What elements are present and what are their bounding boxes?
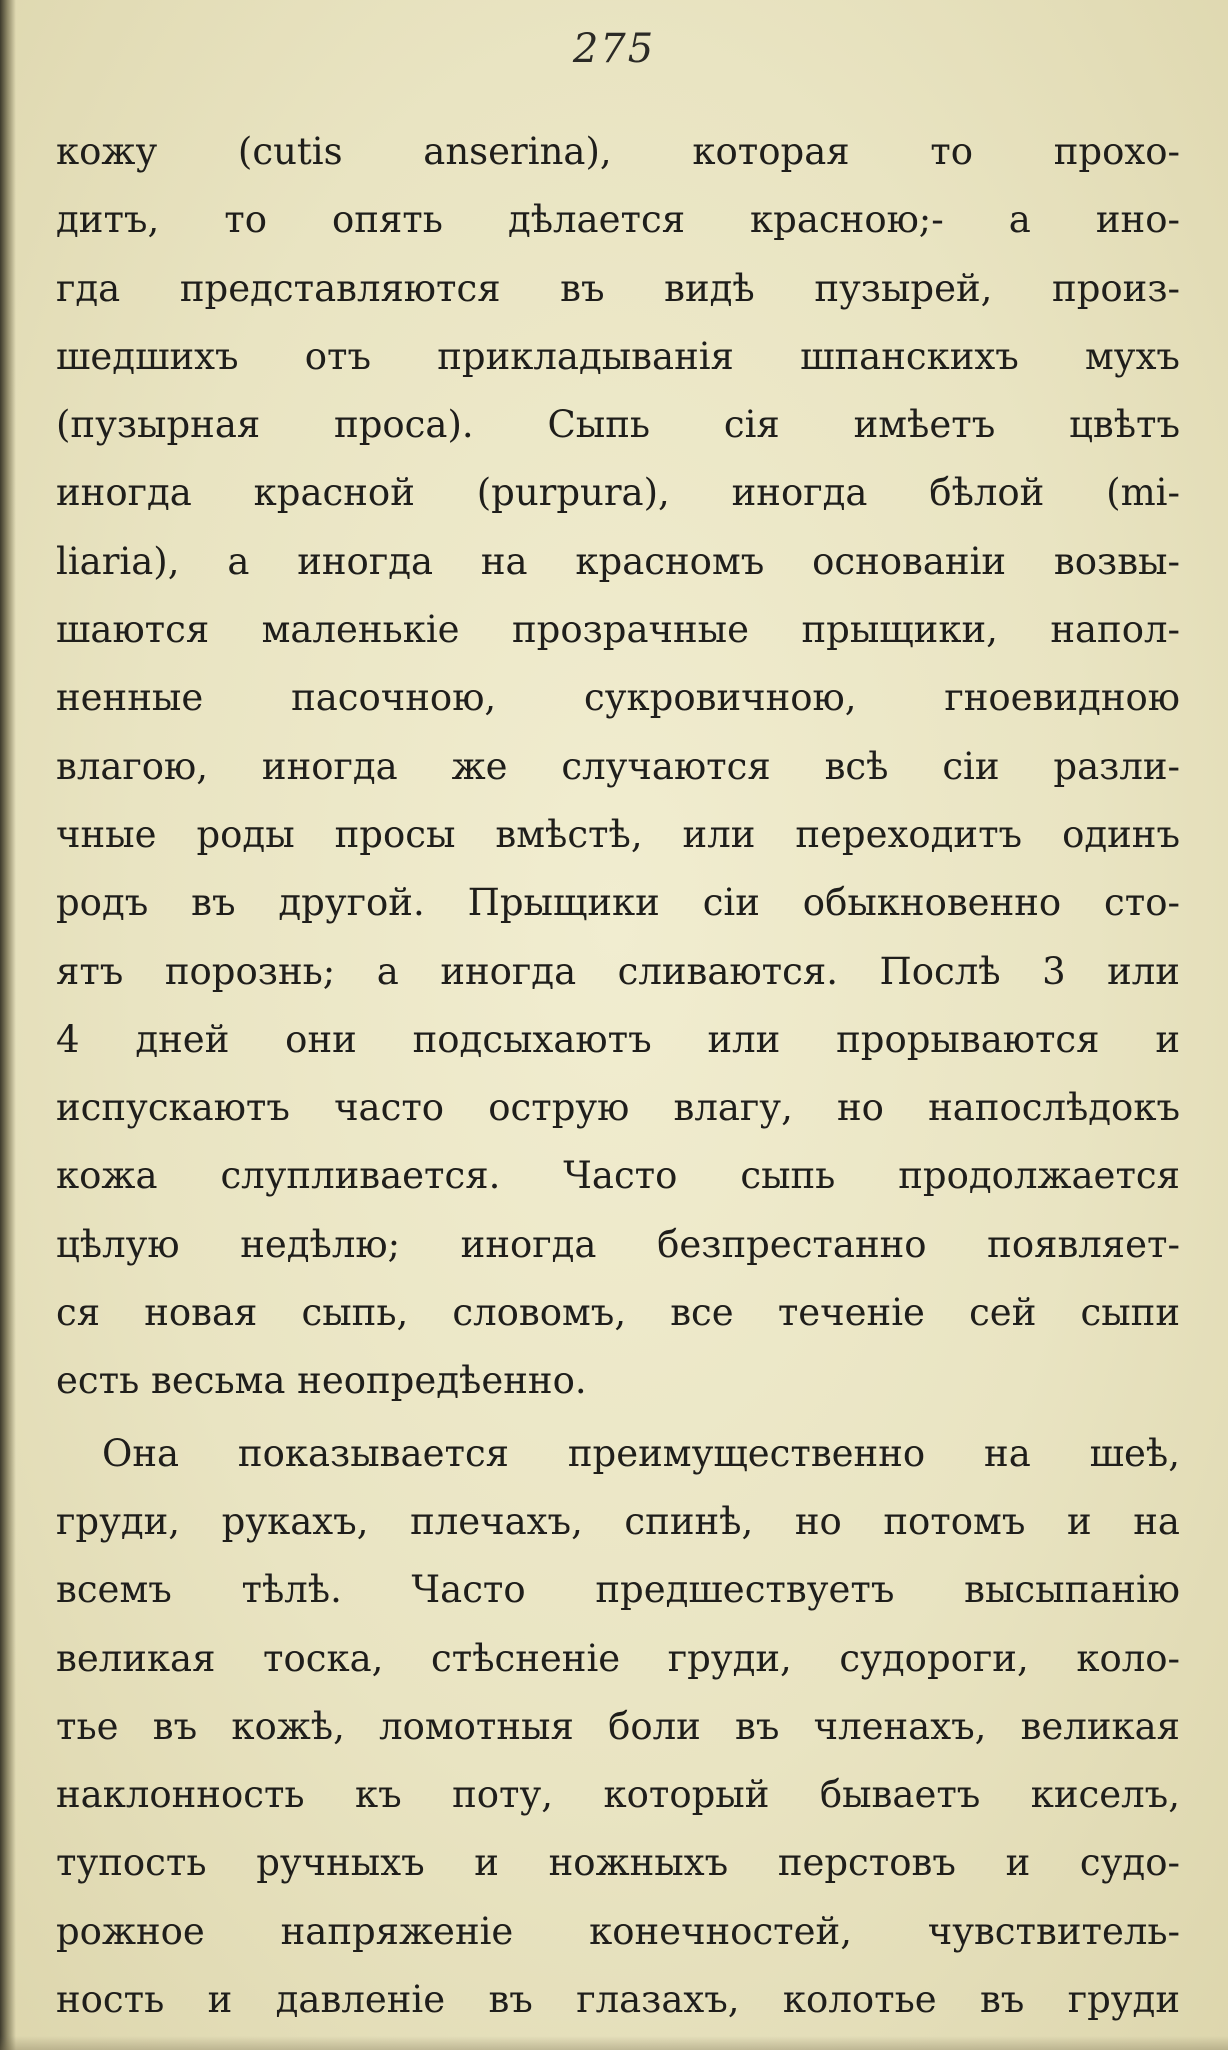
page-body-text <box>56 118 1180 2034</box>
text-line: кожа слупливается. Часто сыпь продолжается <box>56 1154 1180 1198</box>
text-line: Она показывается преимущественно на шеѣ, <box>102 1431 1180 1475</box>
page-number: 275 <box>572 26 656 72</box>
text-line: ся новая сыпь, словомъ, все теченіе сей сыпи <box>56 1291 1180 1335</box>
text-line: тупость ручныхъ и ножныхъ перстовъ и судо- <box>56 1841 1180 1885</box>
text-line: цѣлую недѣлю; иногда безпрестанно появляет- <box>56 1222 1180 1266</box>
text-line: родъ въ другой. Прыщики сіи обыкновенно сто- <box>56 881 1180 925</box>
text-line: наклонность къ поту, который бываетъ киселъ, <box>56 1773 1180 1817</box>
text-line: кожу (cutis anserina), которая то прохо- <box>56 130 1180 173</box>
text-line: 4 дней они подсыхаютъ или прорываются и <box>56 1017 1180 1061</box>
text-line: шедшихъ отъ прикладыванія шпанскихъ мухъ <box>56 334 1180 378</box>
paragraph-2 <box>56 1420 1180 2035</box>
text-line: дитъ, то опять дѣлается красною;- а ино- <box>56 198 1180 242</box>
page-bottom-edge <box>0 2036 1228 2050</box>
text-line: иногда красной (purpura), иногда бѣлой (mi- <box>56 471 1180 515</box>
text-line: великая тоска, стѣсненіе груди, судороги, коло- <box>56 1636 1180 1680</box>
text-line: шаются маленькіе прозрачные прыщики, напол- <box>56 608 1180 652</box>
text-line: есть весьма неопредѣенно. <box>56 1359 587 1403</box>
text-line: груди, рукахъ, плечахъ, спинѣ, но потомъ и на <box>56 1499 1180 1543</box>
text-line: ность и давленіе въ глазахъ, колотье въ груди <box>56 1978 1180 2022</box>
text-line: всемъ тѣлѣ. Часто предшествуетъ высыпанію <box>56 1568 1180 1612</box>
text-line: тье въ кожѣ, ломотныя боли въ членахъ, великая <box>56 1704 1180 1748</box>
text-line: испускаютъ часто острую влагу, но напослѣдокъ <box>56 1086 1180 1130</box>
text-line: влагою, иногда же случаются всѣ сіи разли- <box>56 744 1180 788</box>
text-line: рожное напряженіе конечностей, чувствитель- <box>56 1909 1180 1953</box>
text-line: (пузырная проса). Сыпь сія имѣетъ цвѣтъ <box>56 403 1180 447</box>
text-line: ненные пасочною, сукровичною, гноевидною <box>56 676 1180 720</box>
text-line: гда представляются въ видѣ пузырей, произ- <box>56 266 1180 310</box>
page-spine-shadow <box>0 0 16 2050</box>
text-line: liaria), а иногда на красномъ основаніи возвы- <box>56 539 1180 583</box>
paragraph-1 <box>56 118 1180 1416</box>
text-line: чные роды просы вмѣстѣ, или переходитъ одинъ <box>56 812 1180 856</box>
text-line: ятъ порознь; а иногда сливаются. Послѣ 3 или <box>56 949 1180 993</box>
